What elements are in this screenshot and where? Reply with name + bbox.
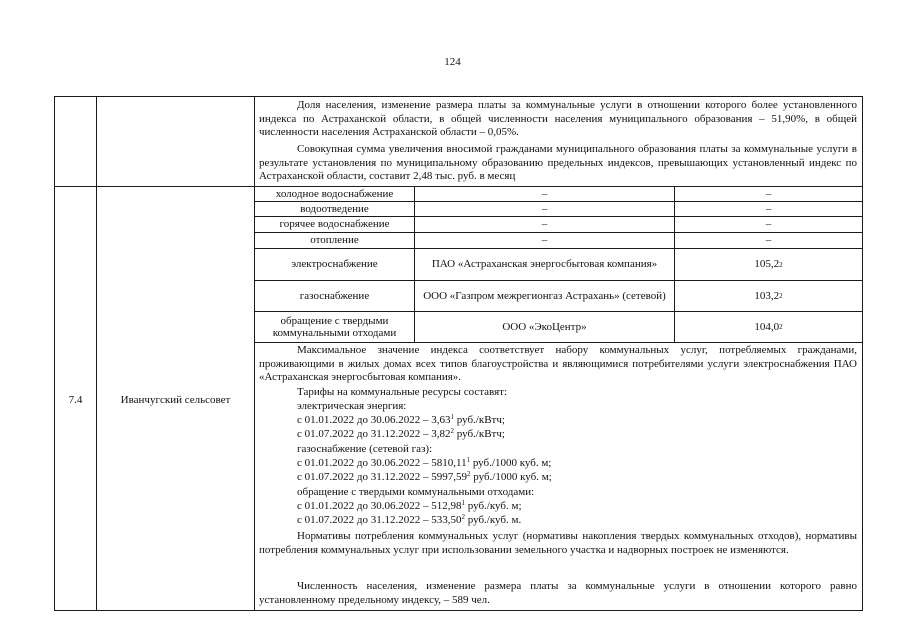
service-provider: ООО «Газпром межрегионгаз Астрахань» (сетевой) [423, 289, 666, 302]
service-provider: – [541, 202, 548, 215]
service-provider: ООО «ЭкоЦентр» [502, 320, 587, 333]
row-number: 7.4 [68, 393, 83, 406]
population-paragraph: Численность населения, изменение размера платы за коммунальные услуги в отношении которого равно установленному предельному индексу, – 589 чел. [259, 580, 857, 606]
service-name: горячее водоснабжение [279, 218, 390, 231]
service-index: – [765, 202, 772, 215]
service-index: 105,2 2 [754, 258, 783, 271]
service-index: – [765, 234, 772, 247]
service-name: обращение с твердыми коммунальными отходами [272, 314, 397, 339]
service-index: – [765, 218, 772, 231]
waste-label: обращение с твердыми коммунальными отходами: [297, 486, 535, 498]
max-index-paragraph: Максимальное значение индекса соответствует набору коммунальных услуг, потребляемых гражданами, проживающими в жилых домах всех типов благоустройства и являющимися потребителями услуги электроснабжения ПАО «Астраханская энергосбытовая компания». [259, 344, 857, 383]
service-index: – [765, 187, 772, 200]
service-index: 104,0 2 [754, 320, 783, 333]
service-name: водоотведение [300, 202, 369, 215]
total-increase-paragraph: Совокупная сумма увеличения вносимой гражданами муниципального образования платы за коммунальные услуги в результате установления по муниципальному образованию предельных индексов, превышающих установленный индекс по Астраханской области, составит 2,48 тыс. руб. в месяц [259, 143, 857, 182]
service-provider: – [541, 234, 548, 247]
gas-tariff-1: с 01.01.2022 до 30.06.2022 – 5810,11$^1$ руб./1000 куб. м; [297, 456, 552, 469]
service-provider: – [541, 187, 548, 200]
service-provider: – [541, 218, 548, 231]
waste-tariff-2: с 01.07.2022 до 31.12.2022 – 533,50$^2$ руб./куб. м. [297, 513, 522, 526]
service-name: холодное водоснабжение [275, 187, 394, 200]
tariffs-intro: Тарифы на коммунальные ресурсы составят: [297, 386, 508, 398]
service-index: 103,2 2 [754, 289, 783, 302]
waste-tariff-1: с 01.01.2022 до 30.06.2022 – 512,98$^1$ руб./куб. м; [297, 499, 522, 512]
service-name: отопление [310, 234, 359, 247]
share-population-paragraph: Доля населения, изменение размера платы за коммунальные услуги в отношении которого более установленного индекса по Астраханской области, в общей численности населения муниципального образования – 51,90%, в общей численности населения Астраханской области – 0,05%. [259, 99, 857, 138]
service-name: газоснабжение [299, 289, 370, 302]
electricity-label: электрическая энергия: [297, 400, 407, 412]
service-provider: ПАО «Астраханская энергосбытовая компания» [431, 258, 658, 271]
municipality-name: Иванчугский сельсовет [120, 393, 231, 406]
gas-tariff-2: с 01.07.2022 до 31.12.2022 – 5997,59$^2$ руб./1000 куб. м; [297, 470, 552, 483]
page-number: 124 [444, 56, 461, 68]
electricity-tariff-2: с 01.07.2022 до 31.12.2022 – 3,82$^2$ руб./кВтч; [297, 427, 505, 440]
gas-label: газоснабжение (сетевой газ): [297, 443, 433, 455]
service-name: электроснабжение [291, 258, 378, 271]
electricity-tariff-1: с 01.01.2022 до 30.06.2022 – 3,63$^1$ руб./кВтч; [297, 413, 505, 426]
norms-paragraph: Нормативы потребления коммунальных услуг (нормативы накопления твердых коммунальных отходов), нормативы потребления коммунальных услуг при использовании земельного участка и надворных построек не изменяются. [259, 530, 857, 556]
